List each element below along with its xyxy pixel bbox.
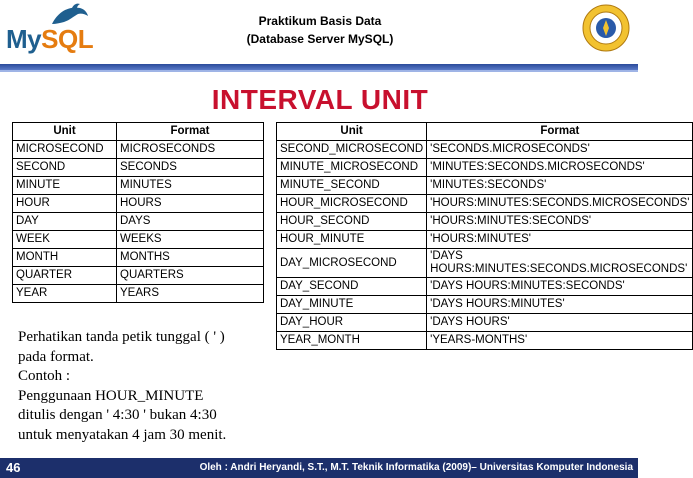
format-cell: SECONDS	[117, 159, 264, 177]
table-row	[13, 231, 264, 249]
slide-footer	[0, 458, 638, 478]
format-cell: 'DAYS HOURS:MINUTES'	[427, 296, 693, 314]
format-cell: 'HOURS:MINUTES:SECONDS'	[427, 213, 693, 231]
university-seal-icon	[582, 4, 630, 52]
note-line: Perhatikan tanda petik tunggal ( ' )	[18, 329, 225, 345]
unit-cell: SECOND_MICROSECOND	[277, 141, 427, 159]
table-row	[277, 141, 693, 159]
unit-cell: SECOND	[13, 159, 117, 177]
table-row	[277, 195, 693, 213]
unit-cell: MINUTE_MICROSECOND	[277, 159, 427, 177]
table-row	[13, 249, 264, 267]
table-row	[277, 231, 693, 249]
table-row	[13, 285, 264, 303]
note-line: ditulis dengan ' 4:30 ' bukan 4:30	[18, 407, 217, 423]
unit-cell: QUARTER	[13, 267, 117, 285]
format-cell: 'MINUTES:SECONDS'	[427, 177, 693, 195]
column-header-format: Format	[427, 123, 693, 141]
format-cell: 'MINUTES:SECONDS.MICROSECONDS'	[427, 159, 693, 177]
table-row	[13, 267, 264, 285]
note-line: Penggunaan HOUR_MINUTE	[18, 387, 204, 404]
note-line: pada format.	[18, 348, 94, 365]
column-header-format: Format	[117, 123, 264, 141]
table-row	[277, 296, 693, 314]
simple-interval-table	[12, 122, 264, 303]
table-header-row	[277, 123, 693, 141]
format-cell: 'SECONDS.MICROSECONDS'	[427, 141, 693, 159]
format-cell: 'DAYS HOURS:MINUTES:SECONDS'	[427, 278, 693, 296]
unit-cell: MONTH	[13, 249, 117, 267]
format-cell: DAYS	[117, 213, 264, 231]
column-header-unit: Unit	[277, 123, 427, 141]
unit-cell: HOUR_MICROSECOND	[277, 195, 427, 213]
compound-interval-table	[276, 122, 693, 350]
format-cell: 'YEARS-MONTHS'	[427, 332, 693, 350]
format-cell: WEEKS	[117, 231, 264, 249]
format-cell: MINUTES	[117, 177, 264, 195]
footer-credit: Oleh : Andri Heryandi, S.T., M.T. Teknik Informatika (2009)– Universitas Komputer Indonesia	[199, 462, 633, 473]
table-row	[13, 159, 264, 177]
column-header-unit: Unit	[13, 123, 117, 141]
table-row	[13, 141, 264, 159]
table-row	[13, 195, 264, 213]
unit-cell: DAY_MICROSECOND	[277, 249, 427, 278]
unit-cell: DAY_HOUR	[277, 314, 427, 332]
format-cell: 'DAYS HOURS'	[427, 314, 693, 332]
course-title	[200, 12, 440, 48]
unit-cell: HOUR_SECOND	[277, 213, 427, 231]
format-cell: MONTHS	[117, 249, 264, 267]
unit-cell: MICROSECOND	[13, 141, 117, 159]
table-row	[13, 213, 264, 231]
unit-cell: YEAR_MONTH	[277, 332, 427, 350]
table-row	[277, 159, 693, 177]
slide-header	[0, 0, 638, 74]
unit-cell: HOUR	[13, 195, 117, 213]
table-row	[277, 249, 693, 278]
format-cell: HOURS	[117, 195, 264, 213]
header-divider-light	[0, 70, 638, 72]
format-cell: YEARS	[117, 285, 264, 303]
unit-cell: MINUTE_SECOND	[277, 177, 427, 195]
format-cell: QUARTERS	[117, 267, 264, 285]
table-row	[277, 314, 693, 332]
unit-cell: DAY	[13, 213, 117, 231]
mysql-logo	[6, 2, 126, 56]
table-row	[277, 278, 693, 296]
mysql-wordmark: MySQL	[6, 24, 94, 54]
table-row	[277, 332, 693, 350]
slide-title: INTERVAL UNIT	[211, 84, 429, 115]
unit-cell: DAY_SECOND	[277, 278, 427, 296]
unit-cell: HOUR_MINUTE	[277, 231, 427, 249]
format-cell: MICROSECONDS	[117, 141, 264, 159]
table-row	[13, 177, 264, 195]
format-cell: 'HOURS:MINUTES:SECONDS.MICROSECONDS'	[427, 195, 693, 213]
note-line: Contoh :	[18, 368, 71, 384]
table-header-row	[13, 123, 264, 141]
unit-cell: YEAR	[13, 285, 117, 303]
page-number: 46	[6, 460, 21, 475]
table-row	[277, 177, 693, 195]
note-text-block	[18, 328, 268, 445]
format-cell: 'HOURS:MINUTES'	[427, 231, 693, 249]
format-cell: 'DAYS HOURS:MINUTES:SECONDS.MICROSECONDS'	[427, 249, 693, 278]
unit-cell: DAY_MINUTE	[277, 296, 427, 314]
unit-cell: WEEK	[13, 231, 117, 249]
note-line: untuk menyatakan 4 jam 30 menit.	[18, 426, 227, 443]
unit-cell: MINUTE	[13, 177, 117, 195]
table-row	[277, 213, 693, 231]
course-title-line2: (Database Server MySQL)	[246, 32, 394, 46]
course-title-line1: Praktikum Basis Data	[258, 14, 382, 28]
